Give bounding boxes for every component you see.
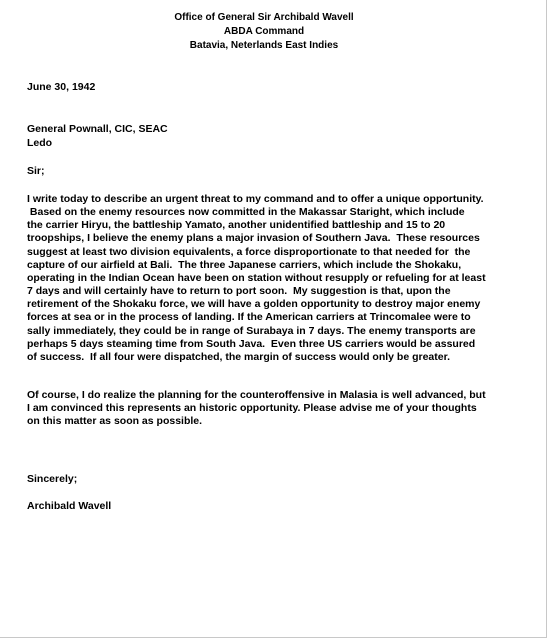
- text-line: 7 days and will certainly have to return to port soon. My suggestion is that, upon the: [27, 285, 451, 298]
- text-line: capture of our airfield at Bali. The three Japanese carriers, which include the Shokaku,: [27, 258, 462, 271]
- text-line: Of course, I do realize the planning for the counteroffensive in Malasia is well advanced, but: [27, 389, 486, 401]
- recipient-name: General Pownall, CIC, SEAC: [27, 123, 168, 135]
- recipient-location: Ledo: [27, 137, 53, 149]
- text-line: on this matter as soon as possible.: [27, 415, 203, 428]
- text-line: I am convinced this represents an historic opportunity. Please advise me of your thoughts: [27, 402, 477, 415]
- letter-date: June 30, 1942: [27, 81, 96, 93]
- text-line: troopships, I believe the enemy plans a major invasion of Southern Java. These resources: [27, 232, 480, 245]
- salutation: Sir;: [27, 165, 45, 177]
- body-paragraph-2: [27, 389, 543, 428]
- text-line: the carrier Hiryu, the battleship Yamato, another unidentified battleship and 15 to 20: [27, 219, 446, 232]
- body-paragraph-1: [27, 193, 543, 364]
- recipient-block: [27, 122, 168, 150]
- letterhead-office: Office of General Sir Archibald Wavell: [174, 12, 354, 23]
- text-line: I write today to describe an urgent threat to my command and to offer a unique opportunity.: [27, 193, 484, 205]
- text-line: suggest at least two division equivalents, a force disproportionate to that needed for the: [27, 245, 471, 258]
- text-line: of success. If all four were dispatched, the margin of success would only be greater.: [27, 350, 451, 363]
- letterhead-command: ABDA Command: [223, 26, 305, 37]
- text-line: Based on the enemy resources now committed in the Makassar Staright, which include: [27, 206, 465, 219]
- closing: Sincerely;: [27, 473, 78, 485]
- letterhead: [0, 11, 528, 53]
- text-line: operating in the Indian Ocean have been on station without resupply or refueling for at least: [27, 271, 486, 284]
- letterhead-location: Batavia, Neterlands East Indies: [189, 40, 339, 51]
- text-line: retirement of the Shokaku force, we will have a golden opportunity to destroy major enemy: [27, 298, 481, 311]
- text-line: sally immediately, they could be in range of Surabaya in 7 days. The enemy transports are: [27, 324, 476, 337]
- text-line: perhaps 5 days steaming time from South Java. Even three US carriers would be assured: [27, 337, 476, 350]
- signature-name: Archibald Wavell: [27, 500, 112, 512]
- text-line: forces at sea or in the process of landing. If the American carriers at Trincomalee were to: [27, 311, 471, 324]
